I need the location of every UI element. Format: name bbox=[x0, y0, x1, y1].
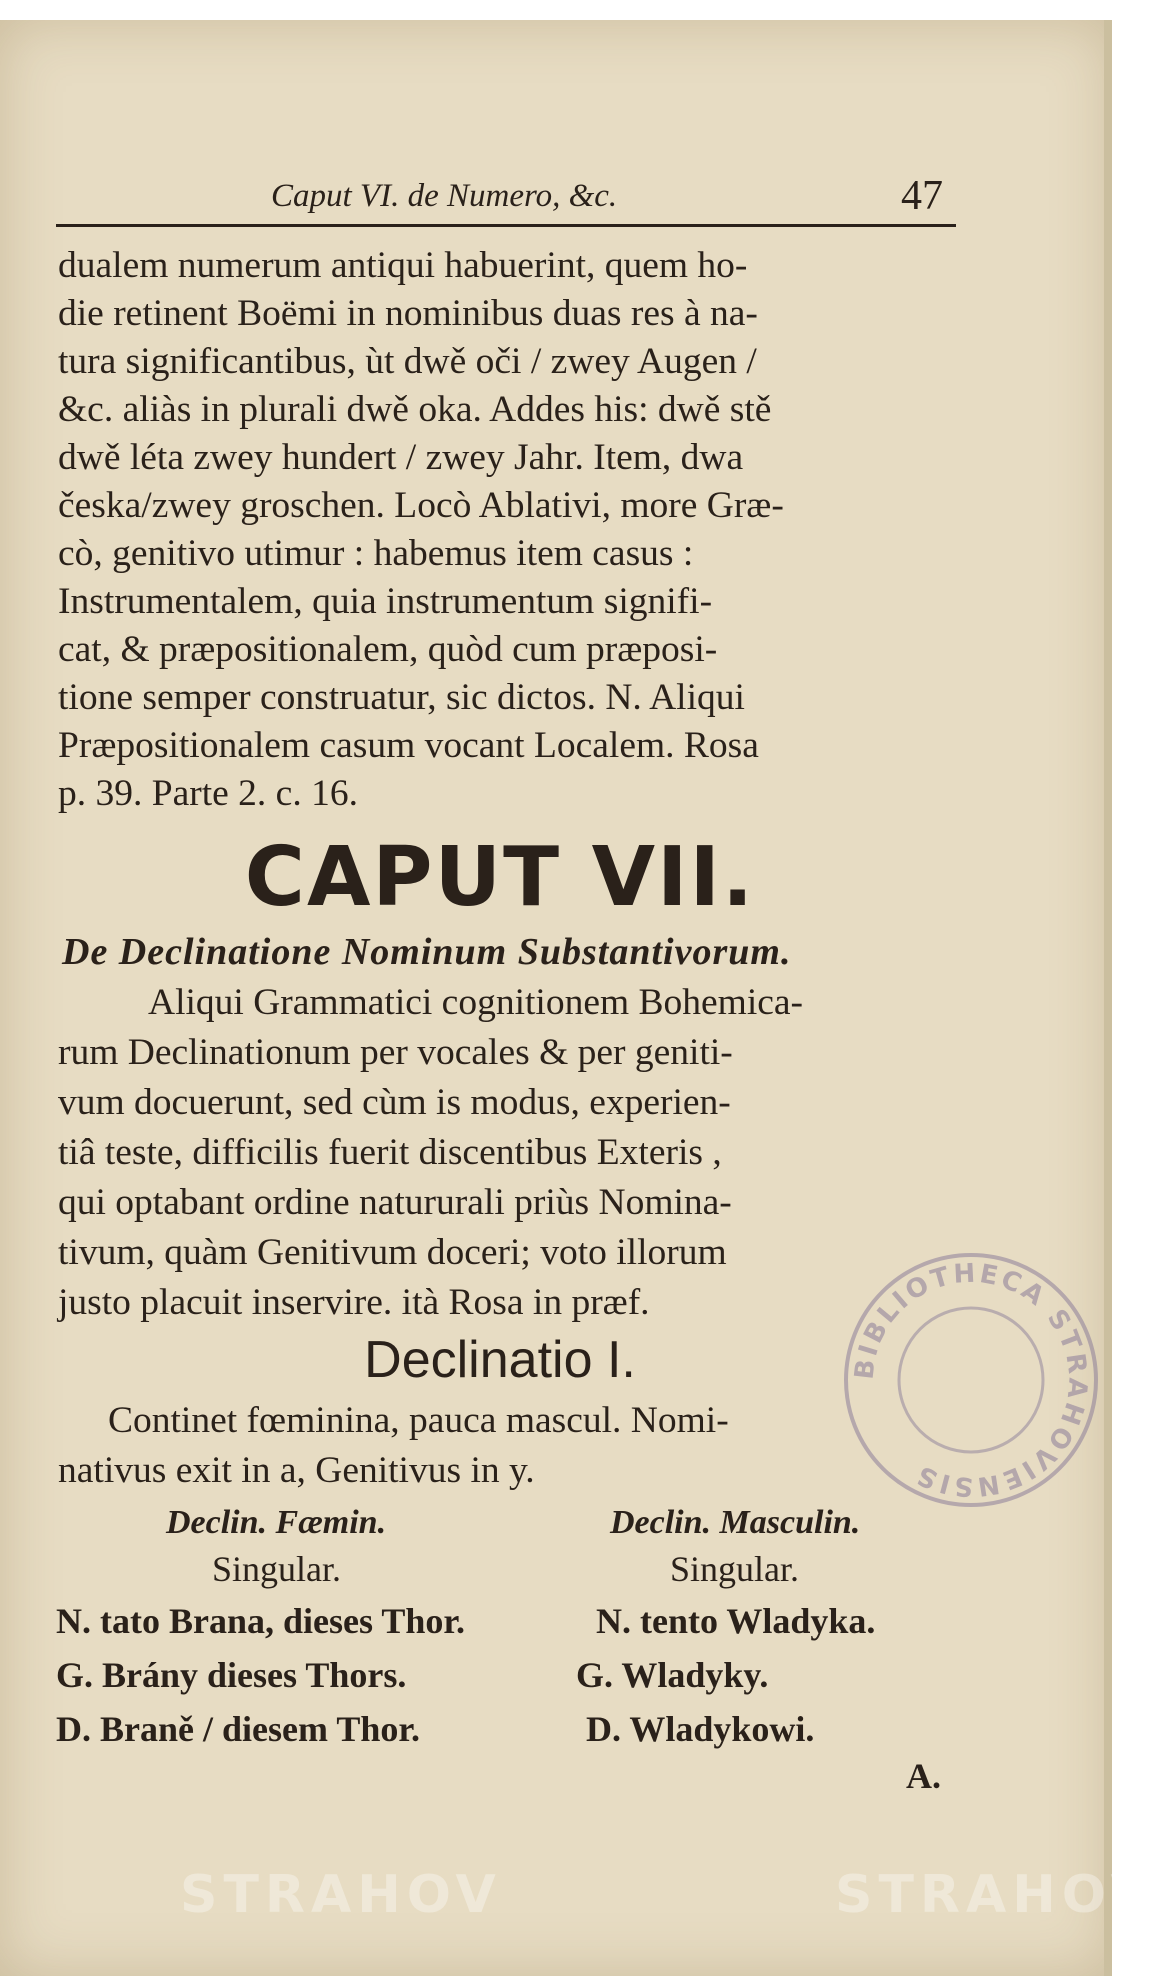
text-line: Continet fœminina, pauca mascul. Nomi- bbox=[108, 1400, 729, 1441]
text-line: die retinent Boëmi in nominibus duas res à na- bbox=[58, 293, 758, 334]
stamp-ring-text: BIBLIOTHECA STRAHOVIENSIS bbox=[849, 1258, 1093, 1502]
text-line: justo placuit inservire. ità Rosa in præf. bbox=[58, 1282, 650, 1323]
text-line: &c. aliàs in plurali dwě oka. Addes his: dwě stě bbox=[58, 389, 772, 430]
text-line: p. 39. Parte 2. c. 16. bbox=[58, 773, 358, 814]
chapter-subtitle: De Declinatione Nominum Substantivorum. bbox=[62, 931, 792, 973]
masculine-header: Declin. Masculin. bbox=[610, 1504, 861, 1541]
paradigm-row bbox=[56, 1600, 956, 1652]
feminine-form: G. Brány dieses Thors. bbox=[56, 1655, 407, 1695]
text-line: cat, & præpositionalem, quòd cum præposi- bbox=[58, 629, 718, 670]
book-page bbox=[0, 20, 1157, 1976]
text-line: Instrumentalem, quia instrumentum signifi- bbox=[58, 581, 713, 622]
paradigm-row bbox=[56, 1708, 956, 1760]
feminine-form: D. Braně / diesem Thor. bbox=[56, 1709, 421, 1749]
library-stamp bbox=[836, 1245, 1106, 1515]
declination-description bbox=[58, 1396, 958, 1496]
text-line: nativus exit in a, Genitivus in y. bbox=[58, 1450, 535, 1491]
running-title: Caput VI. de Numero, &c. bbox=[271, 178, 618, 214]
stamp-inner-ring bbox=[899, 1308, 1043, 1452]
masculine-form: N. tento Wladyka. bbox=[596, 1601, 876, 1641]
text-line: tura significantibus, ùt dwě oči / zwey Augen / bbox=[58, 341, 757, 382]
paradigm-row bbox=[56, 1654, 956, 1706]
text-line: česka/zwey groschen. Locò Ablativi, more Græ- bbox=[58, 485, 784, 526]
masculine-form: D. Wladykowi. bbox=[586, 1709, 815, 1749]
feminine-header: Declin. Fæmin. bbox=[166, 1504, 387, 1541]
text-line: tione semper construatur, sic dictos. N. Aliqui bbox=[58, 677, 745, 718]
masculine-form: G. Wladyky. bbox=[576, 1655, 769, 1695]
feminine-form: N. tato Brana, dieses Thor. bbox=[56, 1601, 466, 1641]
catchword: A. bbox=[906, 1756, 941, 1796]
declination-title: Declinatio I. bbox=[364, 1331, 636, 1389]
text-line: dualem numerum antiqui habuerint, quem ho- bbox=[58, 245, 748, 286]
text-line: cò, genitivo utimur : habemus item casus : bbox=[58, 533, 694, 574]
text-line: Aliqui Grammatici cognitionem Bohemica- bbox=[148, 982, 804, 1023]
page-edge bbox=[1104, 20, 1112, 1976]
text-line: vum docuerunt, sed cùm is modus, experien- bbox=[58, 1082, 731, 1123]
paragraph-2 bbox=[58, 978, 958, 1328]
text-line: qui optabant ordine natururali priùs Nomina- bbox=[58, 1182, 732, 1223]
header-rule bbox=[56, 224, 956, 227]
watermark: STRAHOV bbox=[180, 1865, 502, 1925]
text-line: tiâ teste, difficilis fuerit discentibus Exteris , bbox=[58, 1132, 722, 1173]
paragraph-1 bbox=[58, 242, 958, 818]
text-line: tivum, quàm Genitivum doceri; voto illorum bbox=[58, 1232, 727, 1273]
text-line: rum Declinationum per vocales & per geniti- bbox=[58, 1032, 733, 1073]
running-header bbox=[56, 168, 956, 228]
feminine-number: Singular. bbox=[212, 1549, 342, 1589]
masculine-number: Singular. bbox=[670, 1549, 800, 1589]
stamp-outer-ring bbox=[846, 1255, 1096, 1505]
chapter-title: CAPUT VII. bbox=[244, 830, 756, 925]
page-number: 47 bbox=[901, 173, 943, 219]
text-line: dwě léta zwey hundert / zwey Jahr. Item, dwa bbox=[58, 437, 744, 478]
text-line: Præpositionalem casum vocant Localem. Rosa bbox=[58, 725, 759, 766]
watermark: STRAHOV bbox=[835, 1865, 1157, 1925]
